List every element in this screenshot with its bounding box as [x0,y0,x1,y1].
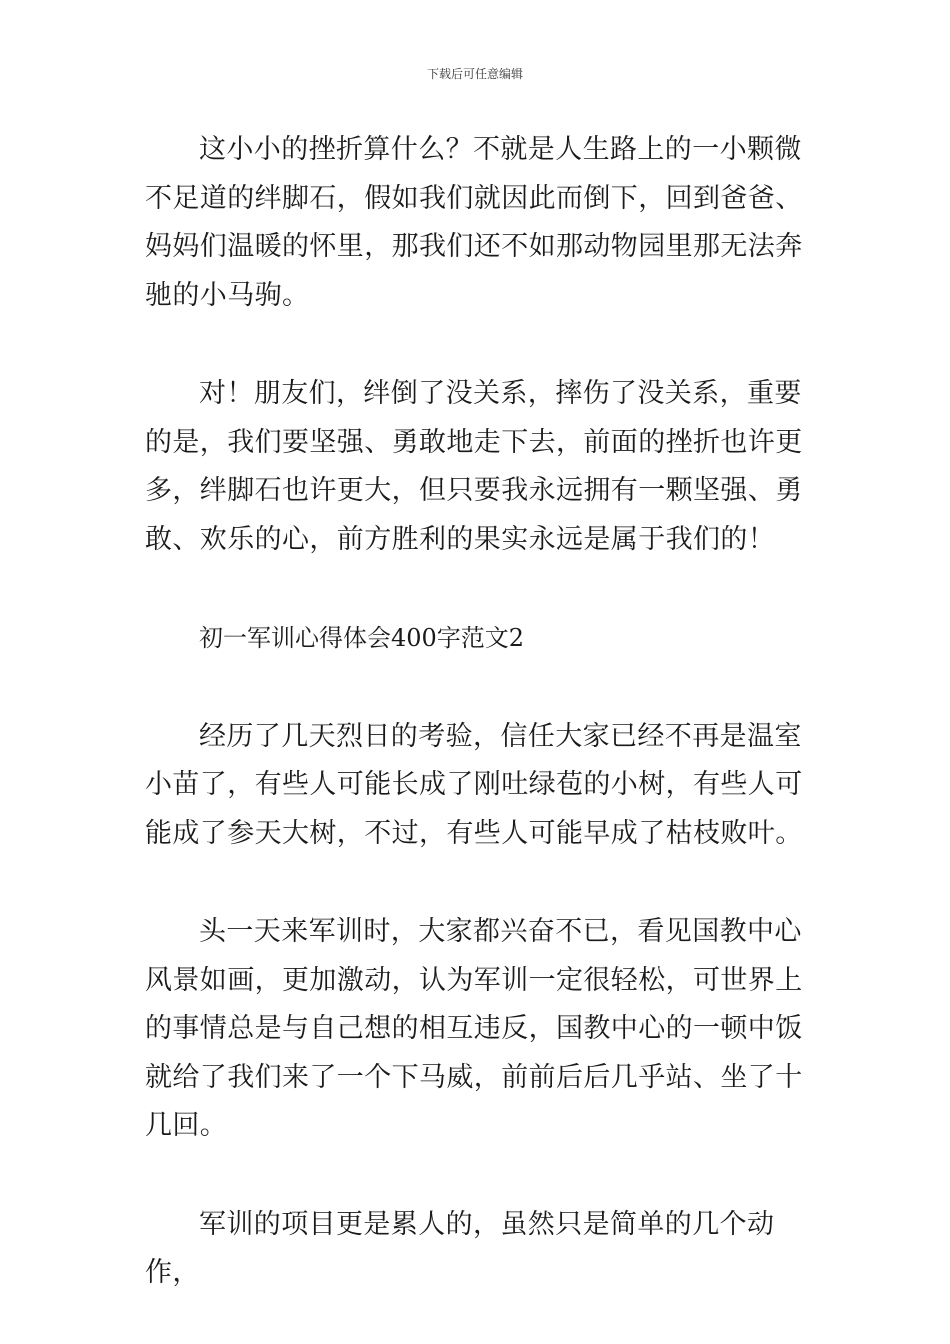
paragraph-1: 这小小的挫折算什么？不就是人生路上的一小颗微不足道的绊脚石，假如我们就因此而倒下，回到爸爸、妈妈们温暖的怀里，那我们还不如那动物园里那无法奔驰的小马驹。 [145,134,803,311]
paragraph-5: 军训的项目更是累人的，虽然只是简单的几个动作， [145,1208,775,1288]
section-heading: 初一军训心得体会400字范文2 [199,624,525,652]
page-header: 下载后可任意编辑 [426,67,523,81]
paragraph-3: 经历了几天烈日的考验，信任大家已经不再是温室小苗了，有些人可能长成了刚吐绿苞的小树，有些人可能成了参天大树，不过，有些人可能早成了枯枝败叶。 [145,720,803,849]
document-body [145,126,810,1298]
paragraph-4: 头一天来军训时，大家都兴奋不已，看见国教中心风景如画，更加激动，认为军训一定很轻松，可世界上的事情总是与自己想的相互违反，国教中心的一顿中饭就给了我们来了一个下马威，前前后后几乎站、坐了十几回。 [145,916,803,1141]
paragraph-2: 对！朋友们，绊倒了没关系，摔伤了没关系，重要的是，我们要坚强、勇敢地走下去，前面的挫折也许更多，绊脚石也许更大，但只要我永远拥有一颗坚强、勇敢、欢乐的心，前方胜利的果实永远是属于我们的！ [145,378,803,555]
